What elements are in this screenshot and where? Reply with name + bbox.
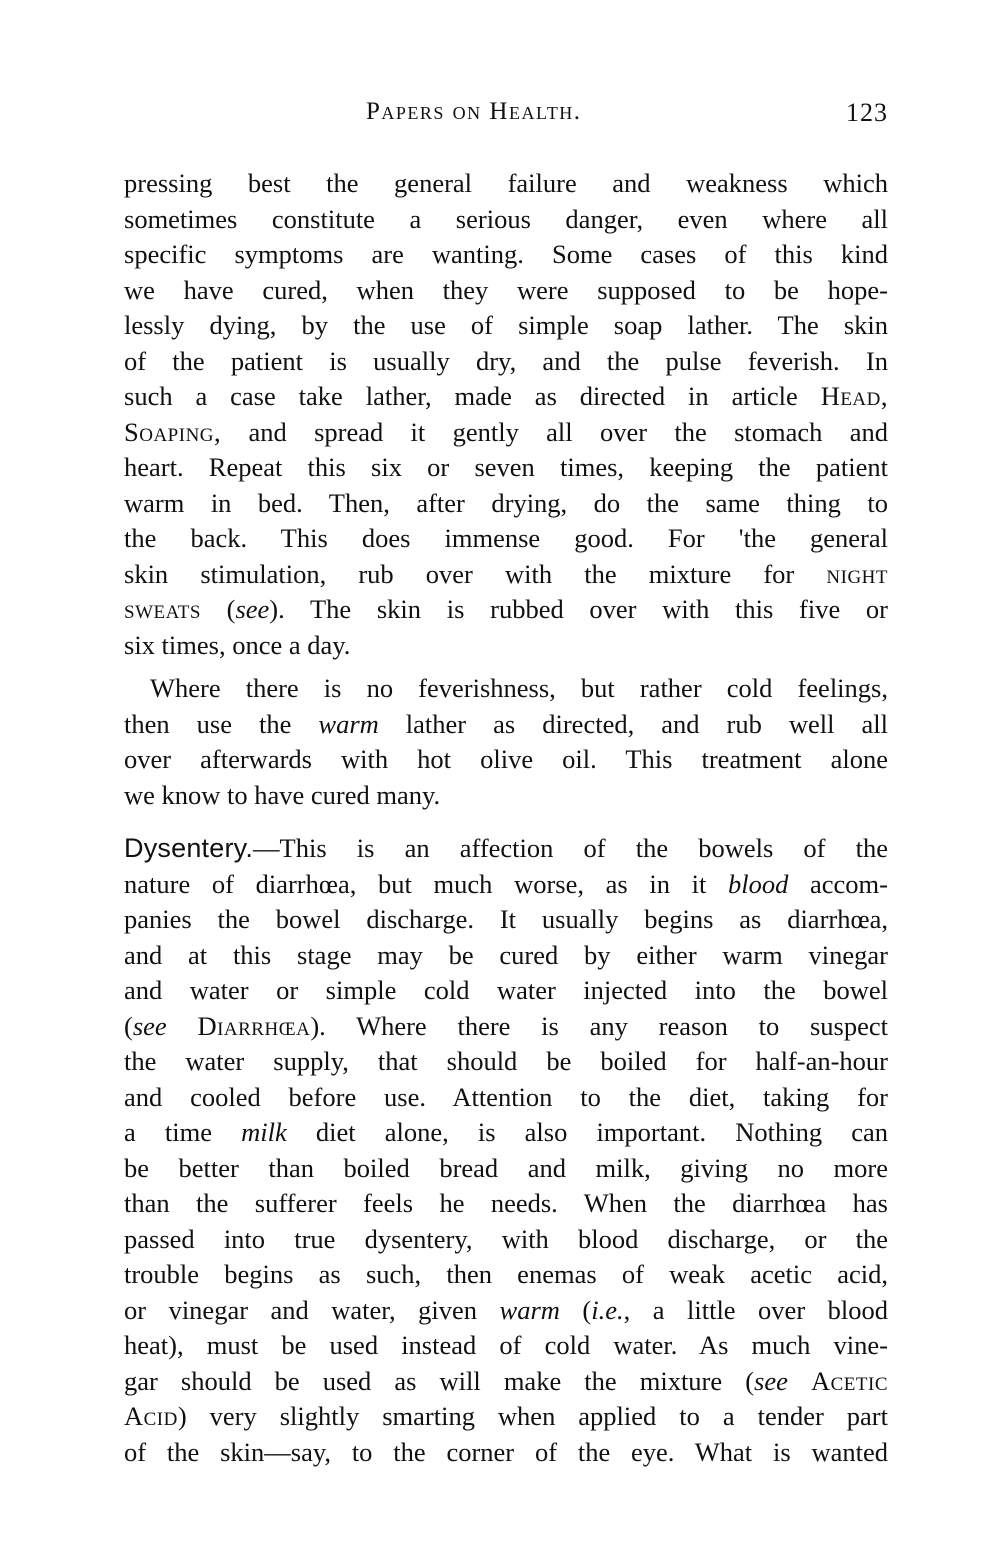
italic-emphasis: warm [318,708,379,739]
text-run: lather as directed, and rub well all [378,708,888,739]
italic-emphasis: warm [499,1294,560,1325]
text-line: trouble begins as such, then enemas of weak acetic acid, [124,1259,888,1289]
text-line: specific symptoms are wanting. Some cases of this kind [124,239,888,269]
text-run: or vinegar and water, given [124,1294,500,1325]
cross-reference: Soaping, [124,416,222,447]
page-header [124,98,888,138]
text-line: and at this stage may be cured by either warm vinegar [124,939,888,970]
paragraph-continuation [124,166,888,663]
text-line: passed into true dysentery, with blood discharge, or the [124,1223,888,1254]
text-line: Where there is no feverishness, but rather cold feelings, [150,673,888,703]
text-run: such a case take lather, made as directed in article [124,381,821,411]
text-line [124,1293,888,1329]
text-line: than the sufferer feels he needs. When the diarrhœa has [124,1188,888,1218]
text-run [788,1366,811,1396]
text-line: we have cured, when they were supposed to be hope- [124,274,888,305]
text-line: we know to have cured many. [124,779,441,810]
text-line [124,867,888,903]
text-run: then use the [124,708,319,739]
cross-reference: sweats [124,594,201,624]
text-line: be better than boiled bread and milk, giving no more [124,1152,888,1183]
text-run: , a little over blood [623,1294,888,1325]
text-run: ( [124,1010,133,1041]
text-run: ). The skin is rubbed over with this five or [269,594,888,624]
text-line: the back. This does immense good. For 'the general [124,523,888,553]
text-run: ( [559,1294,592,1325]
text-run: ) very slightly smarting when applied to a tender part [177,1401,888,1431]
cross-reference: Acid [124,1401,178,1431]
italic-see: see [754,1365,788,1396]
text-line: sometimes constitute a serious danger, even where all [124,203,888,234]
text-line: and water or simple cold water injected into the bowel [124,975,888,1005]
text-run: —This is an affection of the bowels of the [253,833,888,863]
running-title: Papers on Health. [366,98,582,125]
entry-heading: Dysentery. [124,833,254,863]
text-line [124,707,888,743]
text-line: six times, once a day. [124,629,351,660]
text-line: lessly dying, by the use of simple soap lather. The skin [124,310,888,340]
text-line: warm in bed. Then, after drying, do the same thing to [124,487,888,518]
cross-reference: Acetic [810,1365,888,1396]
text-run: accom- [788,868,888,899]
italic-see: see [235,594,270,624]
page-number: 123 [846,98,888,127]
text-line [124,1009,888,1045]
dysentery-entry [124,831,888,1470]
cross-reference: Diarrhœa [197,1010,311,1041]
text-line: over afterwards with hot olive oil. This treatment alone [124,744,888,774]
text-line [124,1399,888,1435]
text-line: the water supply, that should be boiled for half-an-hour [124,1046,888,1076]
text-line: and cooled before use. Attention to the diet, taking for [124,1081,888,1112]
italic-emphasis: milk [241,1117,287,1147]
page-body [124,166,888,1470]
text-line [124,379,888,415]
text-run: skin stimulation, rub over with the mixture for [124,558,827,589]
italic-abbreviation: i.e. [591,1294,624,1325]
cross-reference: night [826,558,888,589]
text-line: pressing best the general failure and weakness which [124,168,888,198]
text-line: of the patient is usually dry, and the pulse feverish. In [124,345,888,376]
text-run [167,1011,198,1041]
cross-reference: Head, [820,381,888,411]
text-run: ( [200,594,236,624]
text-run: and spread it gently all over the stomach and [221,416,888,447]
text-line [124,1115,888,1151]
text-run: diet alone, is also important. Nothing can [286,1117,888,1147]
text-run: ). Where there is any reason to suspect [310,1010,888,1041]
text-run: a time [124,1117,242,1147]
text-line [124,557,888,593]
text-run: nature of diarrhœa, but much worse, as in it [124,868,728,899]
paragraph [124,671,888,813]
text-line [124,831,888,867]
text-line [124,415,888,451]
text-line: heat), must be used instead of cold water. As much vine- [124,1330,888,1360]
text-line [124,592,888,628]
italic-emphasis: blood [727,868,789,899]
text-line [124,1364,888,1400]
text-run: gar should be used as will make the mixture ( [124,1365,755,1396]
text-line: heart. Repeat this six or seven times, keeping the patient [124,452,888,482]
text-line: of the skin—say, to the corner of the eye. What is wanted [124,1436,888,1467]
text-line: panies the bowel discharge. It usually begins as diarrhœa, [124,904,888,934]
italic-see: see [132,1010,167,1041]
